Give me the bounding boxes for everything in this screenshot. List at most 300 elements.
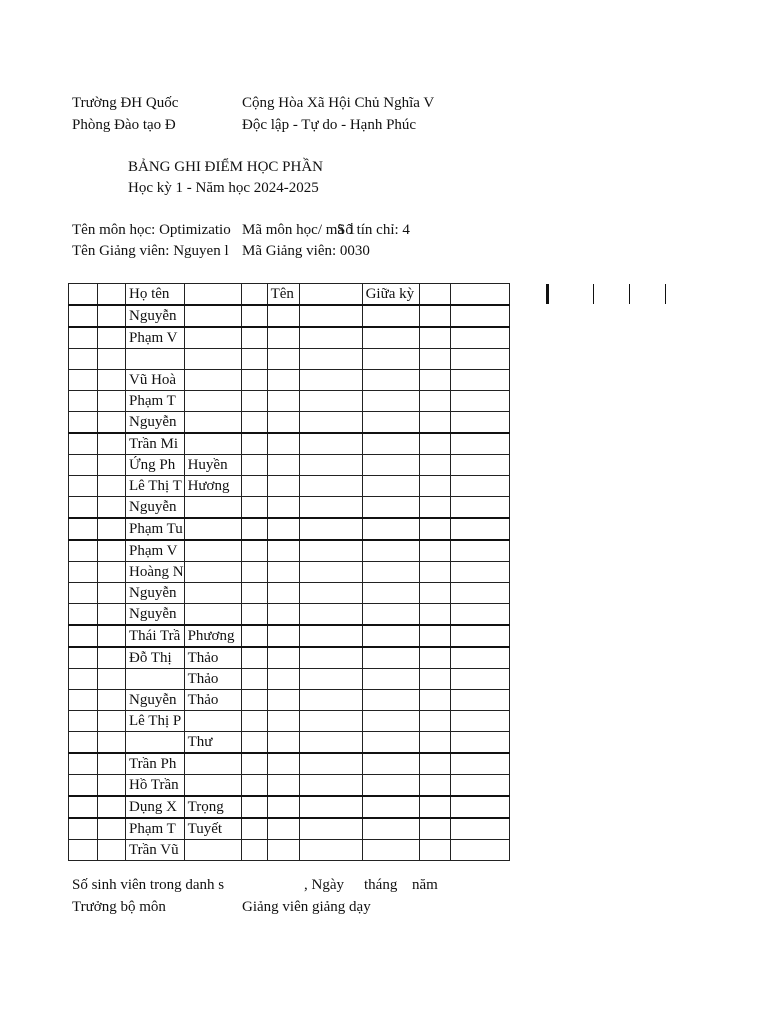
table-row	[69, 625, 510, 647]
table-cell	[450, 604, 509, 626]
table-cell	[98, 625, 126, 647]
table-row	[69, 669, 510, 690]
table-cell	[450, 476, 509, 497]
school-name: Trường ĐH Quốc	[72, 95, 179, 111]
table-cell	[362, 625, 419, 647]
table-cell	[299, 497, 362, 519]
table-cell	[126, 349, 185, 370]
table-cell	[241, 690, 267, 711]
table-cell	[184, 327, 241, 349]
table-cell	[69, 775, 98, 797]
table-cell	[419, 518, 450, 540]
table-cell	[299, 625, 362, 647]
table-cell	[362, 327, 419, 349]
table-cell	[299, 433, 362, 455]
table-cell	[98, 497, 126, 519]
table-cell: Hồ Trần	[126, 775, 185, 797]
table-cell	[241, 818, 267, 840]
header-cell: Tên	[267, 284, 299, 306]
page-title: BẢNG GHI ĐIỂM HỌC PHẦN	[128, 159, 323, 175]
table-cell	[241, 349, 267, 370]
table-cell	[69, 412, 98, 434]
table-cell	[267, 391, 299, 412]
table-cell	[69, 391, 98, 412]
table-cell	[98, 327, 126, 349]
table-cell	[450, 562, 509, 583]
table-cell	[419, 433, 450, 455]
table-cell: Phạm V	[126, 540, 185, 562]
table-cell	[69, 732, 98, 754]
table-cell	[98, 370, 126, 391]
table-cell	[450, 669, 509, 690]
table-cell	[362, 455, 419, 476]
table-cell	[419, 327, 450, 349]
table-cell	[98, 412, 126, 434]
table-cell	[69, 349, 98, 370]
table-cell	[267, 349, 299, 370]
table-cell: Tuyết	[184, 818, 241, 840]
table-cell	[267, 540, 299, 562]
table-cell	[362, 753, 419, 775]
table-cell	[241, 391, 267, 412]
table-cell: Thảo	[184, 647, 241, 669]
table-cell	[98, 518, 126, 540]
table-cell	[299, 690, 362, 711]
table-cell	[267, 455, 299, 476]
table-cell	[299, 562, 362, 583]
header-cell: Giữa kỳ	[362, 284, 419, 306]
table-cell	[184, 370, 241, 391]
table-cell	[299, 476, 362, 497]
table-cell	[69, 476, 98, 497]
table-cell	[267, 732, 299, 754]
table-cell	[362, 412, 419, 434]
table-cell	[450, 625, 509, 647]
cell-border-mark	[546, 284, 549, 304]
table-cell	[419, 625, 450, 647]
table-cell: Lê Thị P	[126, 711, 185, 732]
table-cell	[241, 327, 267, 349]
table-cell	[241, 625, 267, 647]
table-cell	[419, 690, 450, 711]
table-cell	[419, 540, 450, 562]
table-cell	[450, 583, 509, 604]
republic-line: Cộng Hòa Xã Hội Chủ Nghĩa V	[242, 95, 435, 111]
table-cell	[69, 583, 98, 604]
table-cell	[450, 732, 509, 754]
table-cell	[362, 604, 419, 626]
table-cell	[184, 391, 241, 412]
table-cell	[267, 840, 299, 861]
table-row	[69, 690, 510, 711]
table-cell	[184, 518, 241, 540]
table-cell: Vũ Hoà	[126, 370, 185, 391]
table-cell	[241, 455, 267, 476]
table-cell	[267, 518, 299, 540]
table-cell	[299, 840, 362, 861]
table-cell	[267, 753, 299, 775]
table-cell	[184, 711, 241, 732]
table-cell	[184, 604, 241, 626]
table-cell	[184, 583, 241, 604]
table-cell	[126, 732, 185, 754]
table-cell	[241, 604, 267, 626]
table-row	[69, 840, 510, 861]
table-cell	[299, 818, 362, 840]
office-name: Phòng Đào tạo Đ	[72, 117, 176, 133]
table-cell	[98, 604, 126, 626]
table-cell: Phương	[184, 625, 241, 647]
table-cell	[69, 562, 98, 583]
table-cell	[450, 753, 509, 775]
table-cell	[299, 604, 362, 626]
table-cell	[98, 690, 126, 711]
table-cell	[450, 433, 509, 455]
table-cell: Nguyễn	[126, 583, 185, 604]
table-cell	[241, 775, 267, 797]
table-cell	[98, 775, 126, 797]
table-cell: Phạm T	[126, 818, 185, 840]
table-cell	[299, 669, 362, 690]
table-cell	[450, 349, 509, 370]
table-cell	[241, 669, 267, 690]
table-cell	[419, 305, 450, 327]
table-row	[69, 476, 510, 497]
table-row	[69, 711, 510, 732]
table-row	[69, 732, 510, 754]
table-cell	[299, 711, 362, 732]
table-cell	[419, 583, 450, 604]
table-row	[69, 604, 510, 626]
table-cell	[362, 391, 419, 412]
table-cell	[241, 433, 267, 455]
table-cell	[241, 583, 267, 604]
table-cell	[362, 433, 419, 455]
table-cell: Dụng X	[126, 796, 185, 818]
table-cell	[450, 327, 509, 349]
table-cell	[98, 796, 126, 818]
table-cell: Đỗ Thị	[126, 647, 185, 669]
table-cell	[450, 497, 509, 519]
table-cell	[450, 305, 509, 327]
table-cell: Trần Vũ	[126, 840, 185, 861]
table-cell	[362, 711, 419, 732]
table-cell	[184, 497, 241, 519]
table-cell	[184, 349, 241, 370]
table-cell	[69, 327, 98, 349]
table-cell	[69, 540, 98, 562]
table-row	[69, 753, 510, 775]
table-cell: Trần Mi	[126, 433, 185, 455]
table-cell	[362, 540, 419, 562]
table-cell	[184, 775, 241, 797]
table-cell	[450, 796, 509, 818]
table-cell	[267, 433, 299, 455]
table-cell: Nguyễn	[126, 412, 185, 434]
table-cell	[299, 775, 362, 797]
table-cell	[267, 412, 299, 434]
table-cell	[450, 412, 509, 434]
course-code: Mã môn học/ mã 1	[242, 222, 356, 238]
table-cell: Phạm T	[126, 391, 185, 412]
department-head-label: Trưởng bộ môn	[72, 899, 166, 915]
table-cell: Hoàng N	[126, 562, 185, 583]
table-cell	[299, 540, 362, 562]
table-row	[69, 647, 510, 669]
table-cell	[267, 711, 299, 732]
table-cell	[419, 497, 450, 519]
table-cell	[98, 753, 126, 775]
table-cell	[419, 796, 450, 818]
table-cell: Lê Thị T	[126, 476, 185, 497]
table-cell	[241, 711, 267, 732]
table-cell	[241, 305, 267, 327]
table-cell: Phạm V	[126, 327, 185, 349]
table-cell	[69, 796, 98, 818]
table-cell	[362, 775, 419, 797]
table-cell	[450, 690, 509, 711]
table-cell	[126, 669, 185, 690]
table-cell	[362, 840, 419, 861]
table-row	[69, 391, 510, 412]
table-cell	[362, 647, 419, 669]
lecturer-code: Mã Giảng viên: 0030	[242, 243, 370, 259]
table-cell	[98, 540, 126, 562]
table-cell	[267, 604, 299, 626]
table-cell	[450, 840, 509, 861]
table-cell	[69, 753, 98, 775]
table-cell	[419, 711, 450, 732]
cell-border-mark	[665, 284, 666, 304]
table-cell	[299, 327, 362, 349]
table-cell	[450, 518, 509, 540]
table-row	[69, 562, 510, 583]
header-cell	[299, 284, 362, 306]
table-cell	[241, 647, 267, 669]
table-row	[69, 518, 510, 540]
table-cell	[362, 818, 419, 840]
table-cell	[419, 562, 450, 583]
table-cell	[362, 732, 419, 754]
table-cell	[299, 518, 362, 540]
table-cell	[69, 604, 98, 626]
table-cell	[69, 690, 98, 711]
table-row	[69, 583, 510, 604]
table-cell: Phạm Tu	[126, 518, 185, 540]
table-row	[69, 370, 510, 391]
table-cell	[419, 412, 450, 434]
table-cell	[267, 583, 299, 604]
table-cell	[450, 647, 509, 669]
table-row	[69, 455, 510, 476]
table-cell	[419, 476, 450, 497]
table-cell	[69, 305, 98, 327]
table-cell	[362, 562, 419, 583]
table-cell	[267, 497, 299, 519]
table-cell	[419, 349, 450, 370]
table-cell	[241, 753, 267, 775]
table-cell	[362, 669, 419, 690]
table-cell: Nguyễn	[126, 497, 185, 519]
grade-table	[68, 283, 510, 861]
header-cell	[69, 284, 98, 306]
table-row	[69, 497, 510, 519]
date-day: , Ngày	[304, 877, 344, 893]
table-cell	[241, 370, 267, 391]
table-cell: Hương	[184, 476, 241, 497]
table-row	[69, 818, 510, 840]
table-cell	[419, 840, 450, 861]
table-cell	[267, 818, 299, 840]
table-cell	[98, 583, 126, 604]
table-cell: Thư	[184, 732, 241, 754]
table-cell	[362, 518, 419, 540]
table-cell	[362, 796, 419, 818]
table-cell	[362, 497, 419, 519]
header-cell	[419, 284, 450, 306]
table-cell	[98, 840, 126, 861]
table-cell	[299, 796, 362, 818]
table-cell	[299, 455, 362, 476]
cell-border-mark	[629, 284, 630, 304]
table-cell	[98, 562, 126, 583]
table-cell	[267, 305, 299, 327]
table-cell	[69, 711, 98, 732]
table-row	[69, 327, 510, 349]
student-count-line: Số sinh viên trong danh s	[72, 877, 225, 893]
table-cell	[69, 625, 98, 647]
table-cell	[362, 370, 419, 391]
table-cell	[184, 305, 241, 327]
table-cell	[419, 647, 450, 669]
date-month: tháng	[364, 877, 398, 893]
table-cell	[98, 818, 126, 840]
motto-line: Độc lập - Tự do - Hạnh Phúc	[242, 117, 417, 133]
table-cell	[69, 818, 98, 840]
table-cell	[241, 562, 267, 583]
table-cell	[450, 818, 509, 840]
table-cell	[450, 370, 509, 391]
course-name: Tên môn học: Optimizatio	[72, 222, 231, 238]
table-cell	[241, 796, 267, 818]
table-cell	[299, 412, 362, 434]
table-cell	[362, 583, 419, 604]
table-cell	[241, 476, 267, 497]
table-cell	[299, 370, 362, 391]
table-cell	[184, 412, 241, 434]
table-cell	[267, 562, 299, 583]
table-cell	[419, 818, 450, 840]
table-cell	[69, 370, 98, 391]
table-cell	[299, 583, 362, 604]
header-cell: Họ tên	[126, 284, 185, 306]
header-cell	[241, 284, 267, 306]
table-cell	[267, 690, 299, 711]
table-cell	[69, 455, 98, 476]
table-cell	[267, 647, 299, 669]
table-cell	[419, 391, 450, 412]
table-cell	[98, 305, 126, 327]
table-cell	[267, 775, 299, 797]
lecturer-name: Tên Giảng viên: Nguyen l	[72, 243, 229, 259]
term-line: Học kỳ 1 - Năm học 2024-2025	[128, 180, 319, 196]
table-cell: Thái Trầ	[126, 625, 185, 647]
table-cell	[98, 732, 126, 754]
table-cell	[98, 455, 126, 476]
table-cell	[267, 327, 299, 349]
header-cell	[98, 284, 126, 306]
table-cell	[98, 349, 126, 370]
table-cell	[419, 370, 450, 391]
header-cell	[184, 284, 241, 306]
table-cell: Nguyễn	[126, 305, 185, 327]
table-cell	[184, 433, 241, 455]
table-cell	[419, 604, 450, 626]
table-cell	[450, 391, 509, 412]
table-cell	[98, 433, 126, 455]
table-cell	[267, 625, 299, 647]
table-cell	[241, 518, 267, 540]
table-cell	[98, 476, 126, 497]
table-cell	[450, 540, 509, 562]
table-cell	[69, 433, 98, 455]
table-cell	[69, 497, 98, 519]
table-cell	[299, 305, 362, 327]
table-cell	[419, 669, 450, 690]
table-cell	[267, 796, 299, 818]
table-cell	[362, 690, 419, 711]
table-cell	[299, 732, 362, 754]
table-cell: Thảo	[184, 690, 241, 711]
table-cell	[184, 840, 241, 861]
table-row	[69, 412, 510, 434]
table-row	[69, 540, 510, 562]
table-cell	[419, 753, 450, 775]
table-cell	[450, 775, 509, 797]
table-cell: Nguyễn	[126, 604, 185, 626]
table-cell	[362, 349, 419, 370]
table-cell	[419, 775, 450, 797]
table-cell	[299, 391, 362, 412]
table-cell	[450, 455, 509, 476]
table-cell	[299, 647, 362, 669]
table-cell: Ứng Ph	[126, 455, 185, 476]
table-cell	[362, 476, 419, 497]
table-cell: Trần Ph	[126, 753, 185, 775]
table-cell	[98, 711, 126, 732]
table-row	[69, 349, 510, 370]
table-cell	[267, 669, 299, 690]
table-header-row	[69, 284, 510, 306]
date-year: năm	[412, 877, 438, 893]
table-cell	[241, 540, 267, 562]
table-cell	[98, 669, 126, 690]
table-row	[69, 433, 510, 455]
table-row	[69, 796, 510, 818]
table-cell	[419, 455, 450, 476]
table-row	[69, 775, 510, 797]
table-cell: Huyền	[184, 455, 241, 476]
cell-border-mark	[593, 284, 594, 304]
table-cell	[184, 753, 241, 775]
table-cell	[98, 391, 126, 412]
table-cell	[98, 647, 126, 669]
table-cell	[69, 647, 98, 669]
table-cell	[267, 476, 299, 497]
table-cell	[69, 518, 98, 540]
table-cell	[69, 669, 98, 690]
table-cell	[450, 711, 509, 732]
